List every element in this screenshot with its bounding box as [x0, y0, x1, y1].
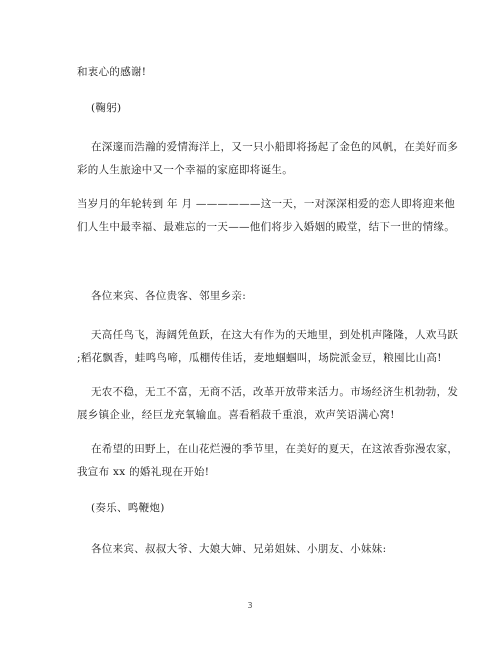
paragraph-line: 各位来宾、叔叔大爷、大娘大婶、兄弟姐妹、小朋友、小妹妹:: [91, 543, 387, 555]
paragraph-line: 当岁月的年轮转到 年 月 ——————这一天，一对深深相爱的恋人即将迎来他: [77, 198, 456, 210]
paragraph-thanks: [77, 61, 422, 84]
paragraph-line: 天高任鸟飞，海阔凭鱼跃，在这大有作为的天地里，到处机声隆隆，人欢马跃: [91, 329, 459, 341]
paragraph-line: 彩的人生旅途中又一个幸福的家庭即将诞生。: [77, 164, 293, 176]
paragraph-announcement: [77, 438, 459, 484]
paragraph-line: 我宣布 xx 的婚礼现在开始!: [77, 466, 210, 478]
paragraph-line: ;稻花飘香，蛙鸣鸟啼，瓜棚传佳话，麦地蝈蝈叫，场院派金豆，粮囤比山高!: [77, 352, 442, 364]
paragraph-bow: [77, 97, 422, 120]
paragraph-line: 在希望的田野上，在山花烂漫的季节里，在美好的夏天，在这浓香弥漫农家，: [91, 443, 459, 455]
paragraph-line: (鞠躬): [91, 102, 122, 114]
paragraph-greeting-family: [77, 538, 422, 561]
paragraph-wedding-date: [77, 193, 456, 239]
paragraph-line: 无农不稳，无工不富，无商不活，改革开放带来活力。市场经济生机勃勃，发: [91, 386, 459, 398]
paragraph-line: (奏乐、鸣鞭炮): [91, 502, 165, 514]
paragraph-line: 们人生中最幸福、最难忘的一天——他们将步入婚姻的殿堂，结下一世的情缘。: [77, 221, 455, 233]
paragraph-greeting-guests: [77, 285, 422, 308]
paragraph-line: 在深邃而浩瀚的爱情海洋上，又一只小船即将扬起了金色的风帆，在美好而多: [91, 141, 459, 153]
paragraph-countryside: [77, 324, 459, 370]
page-number: 3: [247, 601, 253, 610]
paragraph-love-ocean: [77, 136, 459, 182]
paragraph-line: 展乡镇企业，经巨龙充氧输血。喜看稻菽千重浪，欢声笑语满心窝!: [77, 409, 395, 421]
paragraph-line: 和衷心的感谢!: [77, 66, 147, 78]
paragraph-line: 各位来宾、各位贵客、邻里乡亲:: [91, 290, 247, 302]
paragraph-music: [77, 497, 422, 520]
paragraph-economy: [77, 381, 459, 427]
